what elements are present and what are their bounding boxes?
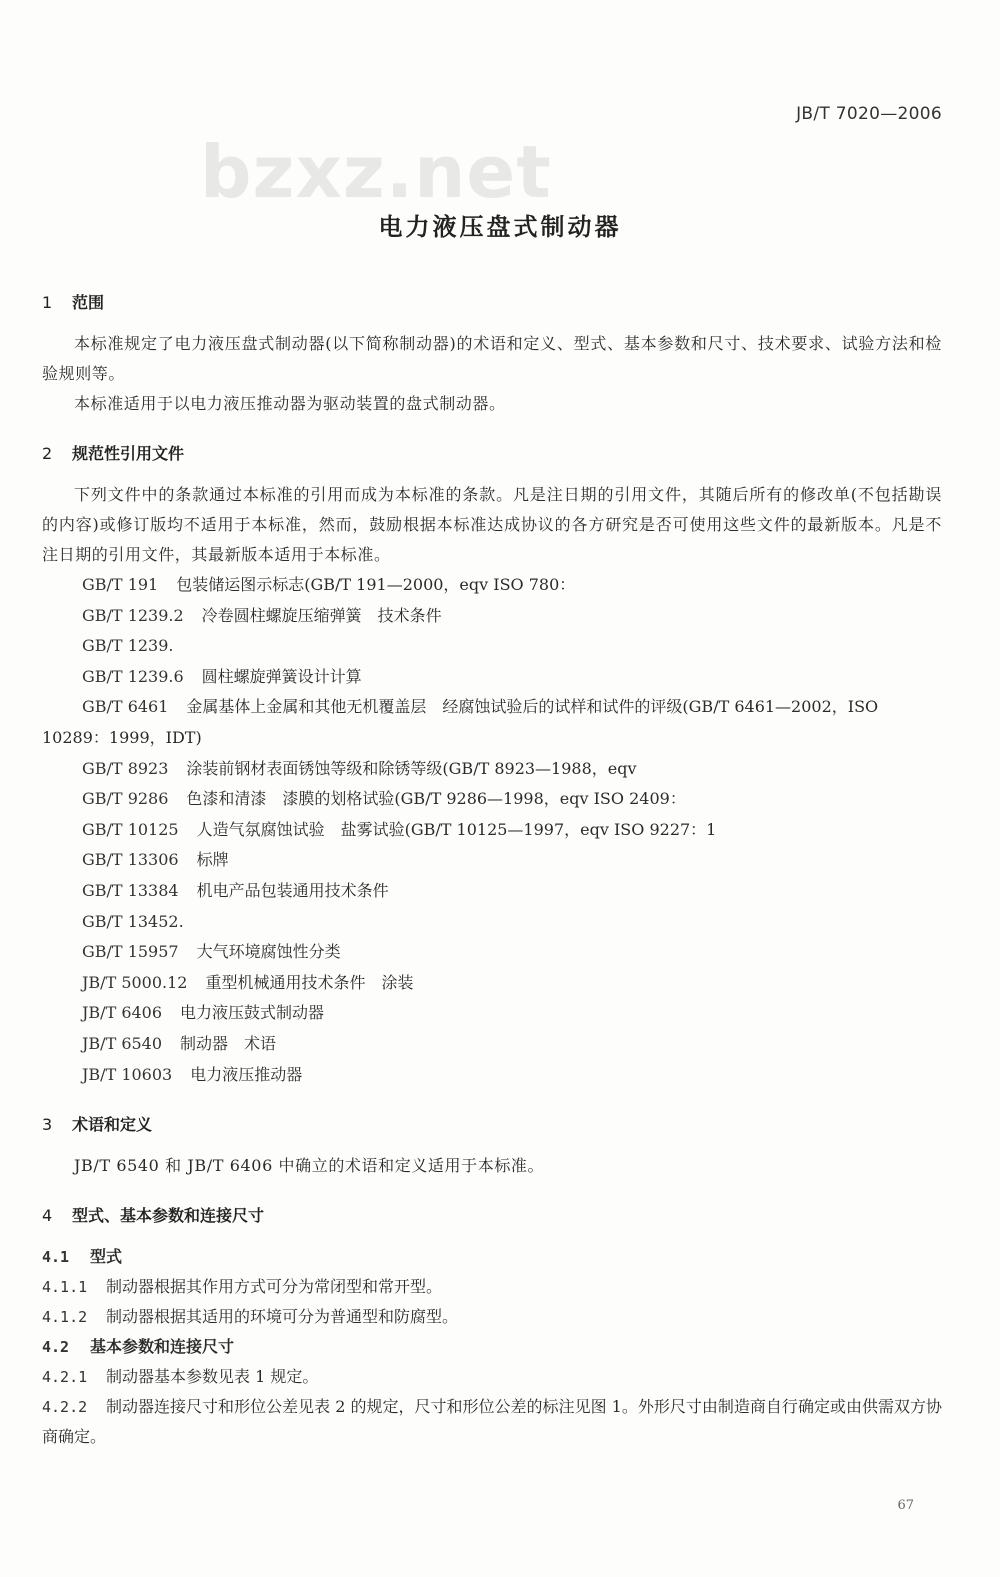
reference-title: 包装储运图示标志(GB/T 191—2000，eqv ISO 780： — [176, 575, 576, 594]
clause-number: 4.1.1 — [42, 1278, 88, 1297]
reference-item — [42, 784, 942, 815]
reference-item — [42, 968, 942, 999]
reference-code: GB/T 1239.6 — [82, 666, 184, 686]
document-title: 电力液压盘式制动器 — [378, 213, 622, 241]
page-number: 67 — [897, 1498, 914, 1513]
section-1-heading — [42, 290, 942, 313]
reference-code: JB/T 6406 — [82, 1003, 163, 1023]
reference-code: JB/T 6540 — [82, 1033, 163, 1053]
reference-title: 机电产品包装通用技术条件 — [196, 880, 389, 900]
clause — [42, 1362, 942, 1392]
reference-title: 涂装前钢材表面锈蚀等级和除锈等级(GB/T 8923—1988，eqv — [186, 758, 637, 778]
reference-title: 人造气氛腐蚀试验 盐雾试验(GB/T 10125—1997，eqv ISO 9227：1 — [196, 819, 717, 839]
reference-item — [42, 692, 942, 753]
clause-number: 4.1.2 — [42, 1308, 88, 1327]
standard-number: JB/T 7020—2006 — [796, 104, 942, 124]
reference-code: GB/T 13452. — [82, 911, 184, 931]
reference-code: GB/T 6461 — [82, 697, 169, 717]
clause-number: 4.1 — [42, 1248, 70, 1267]
reference-item — [42, 754, 942, 785]
paragraph: JB/T 6540 和 JB/T 6406 中确立的术语和定义适用于本标准。 — [74, 1156, 545, 1176]
reference-code: JB/T 5000.12 — [82, 972, 188, 992]
document-body — [42, 290, 942, 1452]
reference-code: GB/T 1239. — [82, 636, 174, 656]
reference-item — [42, 662, 942, 693]
reference-title: 色漆和清漆 漆膜的划格试验(GB/T 9286—1998，eqv ISO 2409： — [186, 789, 686, 809]
reference-item — [42, 631, 942, 662]
reference-list — [42, 570, 942, 1090]
clause-text: 制动器根据其适用的环境可分为普通型和防腐型。 — [106, 1307, 459, 1327]
reference-item — [42, 601, 942, 632]
section-4-heading — [42, 1203, 942, 1226]
reference-item — [42, 907, 942, 938]
reference-item — [42, 570, 942, 601]
reference-item — [42, 815, 942, 846]
reference-title: 重型机械通用技术条件 涂装 — [205, 972, 414, 992]
section-2-heading — [42, 441, 942, 464]
subsection-heading — [42, 1332, 942, 1362]
reference-code: GB/T 13384 — [82, 880, 179, 900]
reference-title: 大气环境腐蚀性分类 — [196, 942, 341, 962]
reference-item — [42, 876, 942, 907]
paragraph: 下列文件中的条款通过本标准的引用而成为本标准的条款。凡是注日期的引用文件，其随后所有的修改单(不包括勘误的内容)或修订版均不适用于本标准，然而，鼓励根据本标准达成协议的各方研究是否可使用这些文件的最新版本。凡是不注日期的引用文件，其最新版本适用于本标准。 — [42, 485, 942, 564]
clause-text: 制动器根据其作用方式可分为常闭型和常开型。 — [106, 1277, 443, 1297]
section-number: 2 — [42, 444, 53, 463]
reference-title: 金属基体上金属和其他无机覆盖层 经腐蚀试验后的试样和试件的评级(GB/T 6461—2002，ISO 10289：1999，IDT) — [42, 697, 879, 747]
section-title: 型式、基本参数和连接尺寸 — [72, 1206, 265, 1226]
reference-code: GB/T 10125 — [82, 819, 179, 839]
reference-title: 电力液压推动器 — [190, 1064, 303, 1084]
reference-title: 圆柱螺旋弹簧设计计算 — [201, 666, 362, 686]
clause-text: 制动器连接尺寸和形位公差见表 2 的规定，尺寸和形位公差的标注见图 1。外形尺寸由制造商自行确定或由供需双方协商确定。 — [42, 1397, 942, 1447]
paragraph: 本标准适用于以电力液压推动器为驱动装置的盘式制动器。 — [74, 394, 506, 413]
reference-code: GB/T 1239.2 — [82, 605, 184, 625]
reference-title: 电力液压鼓式制动器 — [180, 1003, 325, 1023]
reference-title: 制动器 术语 — [180, 1033, 277, 1053]
section-number: 1 — [42, 293, 53, 312]
section-number: 3 — [42, 1115, 53, 1135]
subsection-heading — [42, 1242, 942, 1272]
reference-code: GB/T 8923 — [82, 758, 169, 778]
reference-title: 冷卷圆柱螺旋压缩弹簧 技术条件 — [201, 605, 442, 625]
clause-number: 4.2.1 — [42, 1368, 88, 1387]
reference-code: JB/T 10603 — [82, 1064, 173, 1084]
clause-text: 型式 — [90, 1247, 123, 1267]
reference-item — [42, 998, 942, 1029]
reference-code: GB/T 9286 — [82, 789, 169, 809]
clause — [42, 1272, 942, 1302]
section-title: 规范性引用文件 — [72, 444, 185, 463]
section-title: 术语和定义 — [72, 1115, 153, 1135]
reference-item — [42, 937, 942, 968]
reference-title: 标牌 — [196, 850, 229, 870]
section-title: 范围 — [72, 293, 105, 312]
reference-code: GB/T 13306 — [82, 850, 179, 870]
reference-item — [42, 1029, 942, 1060]
reference-item — [42, 845, 942, 876]
clause-number: 4.2 — [42, 1338, 70, 1357]
reference-item — [42, 1060, 942, 1091]
paragraph: 本标准规定了电力液压盘式制动器(以下简称制动器)的术语和定义、型式、基本参数和尺寸、技术要求、试验方法和检验规则等。 — [42, 334, 942, 383]
reference-code: GB/T 15957 — [82, 942, 179, 962]
watermark: bzxz.net — [200, 130, 552, 214]
reference-code: GB/T 191 — [82, 575, 159, 594]
section-3-heading — [42, 1112, 942, 1135]
clause-number: 4.2.2 — [42, 1398, 88, 1417]
clause-text: 基本参数和连接尺寸 — [90, 1337, 235, 1357]
clause-text: 制动器基本参数见表 1 规定。 — [106, 1367, 319, 1387]
section-number: 4 — [42, 1206, 53, 1226]
clause — [42, 1302, 942, 1332]
clause — [42, 1392, 942, 1452]
